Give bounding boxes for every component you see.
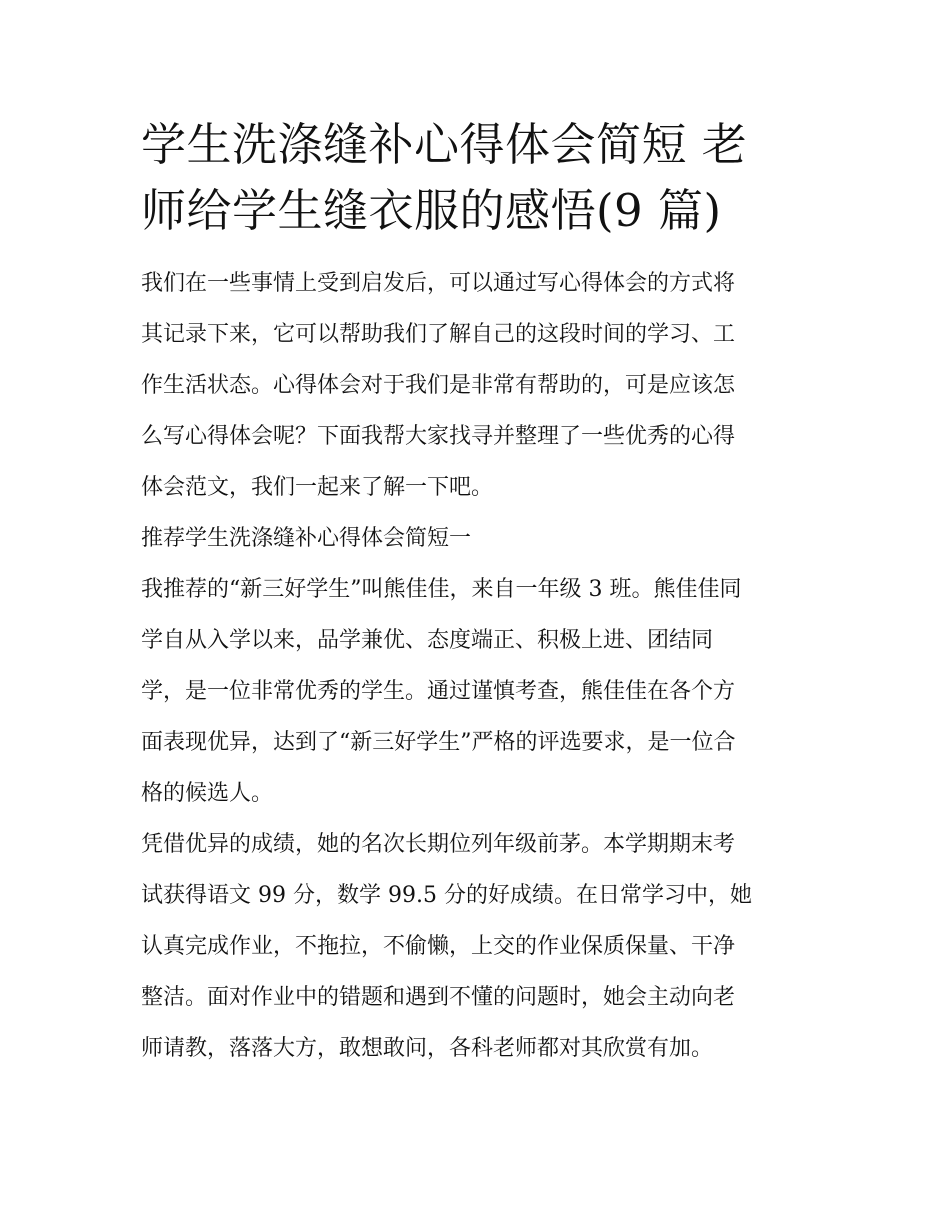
text-line: 试获得语文 99 分，数学 99.5 分的好成绩。在日常学习中，她: [141, 883, 752, 908]
text-line: 凭借优异的成绩，她的名次长期位列年级前茅。本学期期末考: [141, 832, 736, 857]
text-line: 我推荐的“新三好学生”叫熊佳佳，来自一年级 3 班。熊佳佳同: [141, 577, 742, 602]
document-page: [141, 112, 813, 1074]
text-line: 我们在一些事情上受到启发后，可以通过写心得体会的方式将: [141, 271, 736, 296]
text-line: 面表现优异，达到了“新三好学生”严格的评选要求，是一位合: [141, 730, 736, 755]
body-paragraph: [141, 564, 813, 819]
text-line: 整洁。面对作业中的错题和遇到不懂的问题时，她会主动向老: [141, 985, 736, 1010]
text-line: 么写心得体会呢？下面我帮大家找寻并整理了一些优秀的心得: [141, 424, 736, 449]
text-line: 格的候选人。: [141, 781, 274, 806]
text-line: 其记录下来，它可以帮助我们了解自己的这段时间的学习、工: [141, 322, 736, 347]
body-paragraph: [141, 819, 813, 1074]
text-line: 学，是一位非常优秀的学生。通过谨慎考查，熊佳佳在各个方: [141, 679, 736, 704]
title-line: 学生洗涤缝补心得体会简短 老: [141, 118, 748, 171]
text-line: 作生活状态。心得体会对于我们是非常有帮助的，可是应该怎: [141, 373, 736, 398]
document-title: [141, 112, 813, 244]
document-body: [141, 258, 813, 1074]
title-line: 师给学生缝衣服的感悟(9 篇): [141, 184, 722, 237]
text-line: 师请教，落落大方，敢想敢问，各科老师都对其欣赏有加。: [141, 1036, 714, 1061]
text-line: 体会范文，我们一起来了解一下吧。: [141, 475, 494, 500]
text-line: 认真完成作业，不拖拉，不偷懒，上交的作业保质保量、干净: [141, 934, 736, 959]
text-line: 推荐学生洗涤缝补心得体会简短一: [141, 526, 472, 551]
section-heading: [141, 513, 813, 564]
intro-paragraph: [141, 258, 813, 513]
text-line: 学自从入学以来，品学兼优、态度端正、积极上进、团结同: [141, 628, 714, 653]
